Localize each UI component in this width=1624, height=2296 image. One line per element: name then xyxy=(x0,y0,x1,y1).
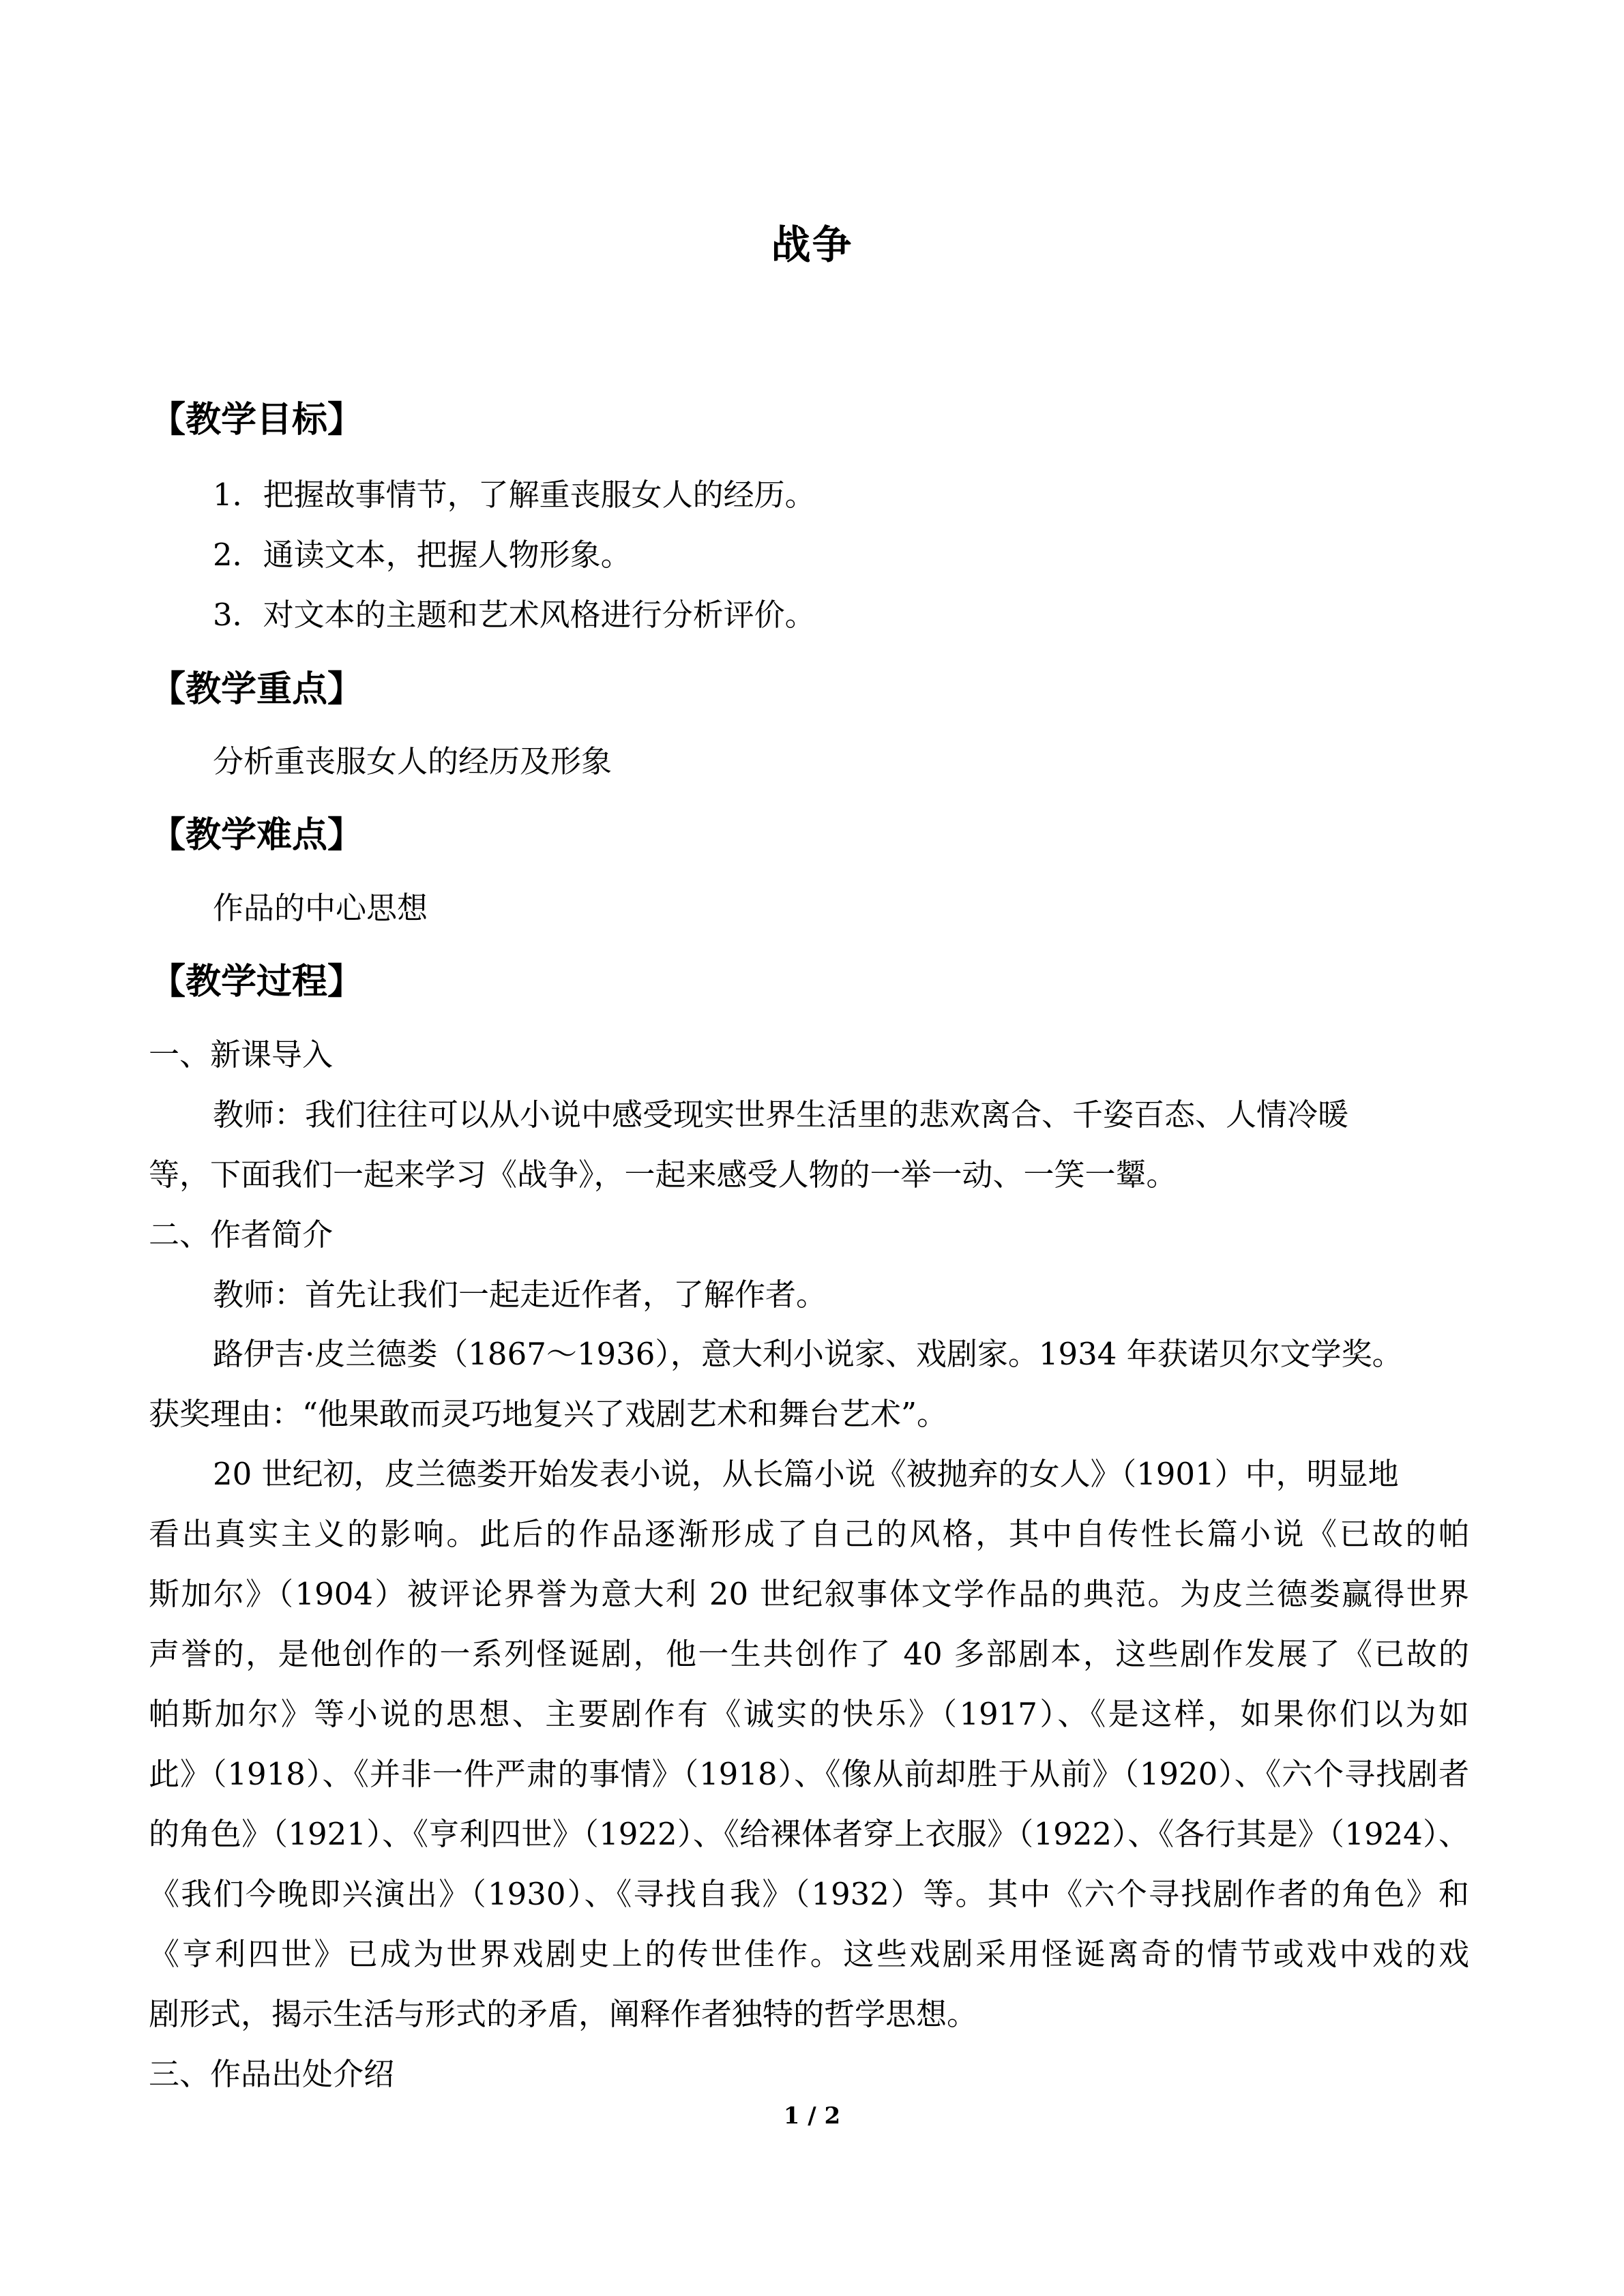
part2-works-line: 声誉的，是他创作的一系列怪诞剧，他一生共创作了 40 多部剧本，这些剧作发展了《已故的 xyxy=(149,1636,1469,1672)
part1-line: 等，下面我们一起来学习《战争》，一起来感受人物的一举一动、一笑一颦。 xyxy=(149,1157,1177,1193)
part2-works-line: 剧形式，揭示生活与形式的矛盾，阐释作者独特的哲学思想。 xyxy=(149,1996,978,2032)
part2-works-line: 《亨利四世》已成为世界戏剧史上的传世佳作。这些戏剧采用怪诞离奇的情节或戏中戏的戏 xyxy=(149,1936,1469,1972)
part2-works-line: 看出真实主义的影响。此后的作品逐渐形成了自己的风格，其中自传性长篇小说《已故的帕 xyxy=(149,1516,1469,1552)
difficulty-heading: 【教学难点】 xyxy=(150,814,364,856)
part2-works-line: 《我们今晚即兴演出》（1930）、《寻找自我》（1932）等。其中《六个寻找剧作者的角色》和 xyxy=(149,1876,1469,1912)
difficulty-text: 作品的中心思想 xyxy=(213,890,428,926)
goal-item: 3．对文本的主题和艺术风格进行分析评价。 xyxy=(213,597,816,633)
process-heading: 【教学过程】 xyxy=(150,961,364,1002)
goal-item: 1．把握故事情节，了解重丧服女人的经历。 xyxy=(213,477,816,513)
part2-bio-line: 路伊吉·皮兰德娄（1867～1936），意大利小说家、戏剧家。1934 年获诺贝尔文学奖。 xyxy=(213,1336,1403,1372)
part2-intro: 教师：首先让我们一起走近作者，了解作者。 xyxy=(213,1277,827,1313)
part3-title: 三、作品出处介绍 xyxy=(149,2056,395,2092)
page-number: 1 / 2 xyxy=(783,2102,841,2130)
focus-heading: 【教学重点】 xyxy=(150,668,364,710)
part2-title: 二、作者简介 xyxy=(149,1217,334,1253)
goal-item: 2．通读文本，把握人物形象。 xyxy=(213,537,632,573)
part2-bio-line: 获奖理由：“他果敢而灵巧地复兴了戏剧艺术和舞台艺术”。 xyxy=(149,1396,948,1432)
part2-works-line: 此》（1918）、《并非一件严肃的事情》（1918）、《像从前却胜于从前》（1920）、《六个寻找剧者 xyxy=(149,1756,1469,1792)
part2-works-line: 的角色》（1921）、《亨利四世》（1922）、《给裸体者穿上衣服》（1922）、《各行其是》（1924）、 xyxy=(149,1816,1469,1852)
part2-works-line: 斯加尔》（1904）被评论界誉为意大利 20 世纪叙事体文学作品的典范。为皮兰德娄赢得世界 xyxy=(149,1576,1469,1612)
document-title: 战争 xyxy=(771,222,853,268)
goals-heading: 【教学目标】 xyxy=(150,399,364,441)
part1-line: 教师：我们往往可以从小说中感受现实世界生活里的悲欢离合、千姿百态、人情冷暖 xyxy=(213,1097,1349,1133)
part1-title: 一、新课导入 xyxy=(149,1037,334,1073)
part2-works-line: 20 世纪初，皮兰德娄开始发表小说，从长篇小说《被抛弃的女人》（1901）中，明显地 xyxy=(213,1456,1399,1492)
focus-text: 分析重丧服女人的经历及形象 xyxy=(213,743,612,779)
part2-works-line: 帕斯加尔》等小说的思想、主要剧作有《诚实的快乐》（1917）、《是这样，如果你们以为如 xyxy=(149,1696,1469,1732)
